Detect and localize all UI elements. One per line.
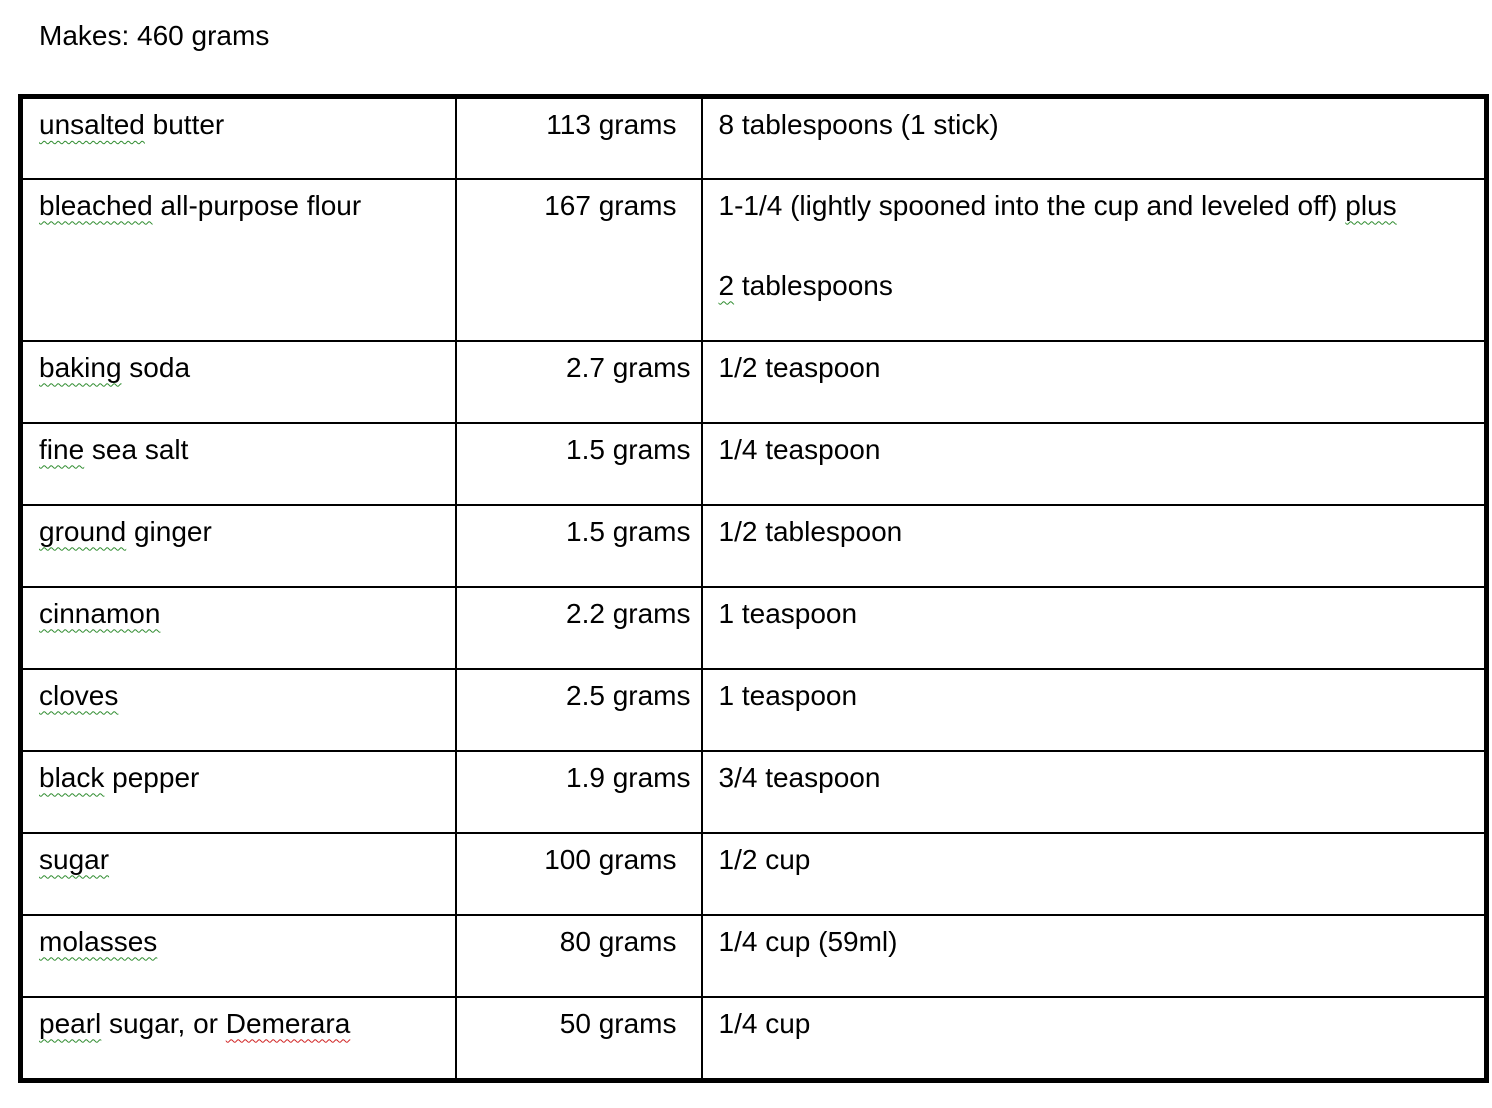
table-row (21, 915, 1487, 997)
measure-cell[interactable]: 1/2 tablespoon (702, 505, 1487, 587)
ingredient-cell[interactable] (21, 587, 456, 669)
yield-text: Makes: 460 grams (39, 20, 270, 51)
table-row (21, 669, 1487, 751)
ingredient-text: pepper (104, 761, 200, 793)
spellcheck-marked-word: baking (39, 351, 122, 383)
measure-cell[interactable]: 1/4 cup (59ml) (702, 915, 1487, 997)
grams-cell[interactable]: 2.5 grams (456, 669, 702, 751)
spellcheck-marked-word: black (39, 761, 105, 793)
ingredient-text: soda (121, 351, 191, 383)
ingredient-text: all-purpose flour (152, 189, 362, 221)
ingredient-text: ginger (126, 515, 212, 547)
ingredient-cell[interactable] (21, 997, 456, 1081)
grams-cell[interactable]: 113 grams (456, 97, 702, 179)
measure-cell[interactable]: 1/2 cup (702, 833, 1487, 915)
measure-cell[interactable] (702, 179, 1487, 341)
grams-cell[interactable]: 100 grams (456, 833, 702, 915)
ingredient-text: butter (144, 109, 225, 140)
table-row (21, 341, 1487, 423)
ingredient-text: sea salt (84, 433, 189, 465)
grams-cell[interactable]: 1.9 grams (456, 751, 702, 833)
table-row (21, 833, 1487, 915)
grams-cell[interactable]: 80 grams (456, 915, 702, 997)
grams-cell[interactable]: 50 grams (456, 997, 702, 1081)
measure-line-2 (719, 268, 1469, 304)
ingredient-cell[interactable] (21, 179, 456, 341)
measure-cell[interactable]: 1/4 cup (702, 997, 1487, 1081)
table-row (21, 179, 1487, 341)
measure-text: 1-1/4 (lightly spooned into the cup and leveled off) (718, 189, 1346, 221)
spellcheck-marked-word: cloves (39, 679, 119, 711)
spellcheck-marked-word: molasses (39, 925, 158, 957)
spellcheck-misspelled-word: Demerara (225, 1007, 351, 1039)
spellcheck-marked-word: unsalted (39, 109, 145, 140)
measure-cell[interactable]: 8 tablespoons (1 stick) (702, 97, 1487, 179)
measure-cell[interactable]: 1/4 teaspoon (702, 423, 1487, 505)
measure-cell[interactable]: 1 teaspoon (702, 669, 1487, 751)
grams-cell[interactable]: 2.2 grams (456, 587, 702, 669)
ingredient-cell[interactable] (21, 505, 456, 587)
measure-cell[interactable]: 1 teaspoon (702, 587, 1487, 669)
spellcheck-marked-word: fine (39, 433, 85, 465)
grams-cell[interactable]: 1.5 grams (456, 423, 702, 505)
ingredient-cell[interactable] (21, 423, 456, 505)
spellcheck-marked-word: pearl (39, 1007, 102, 1039)
table-row (21, 751, 1487, 833)
ingredient-cell[interactable] (21, 915, 456, 997)
spellcheck-marked-word: sugar (39, 843, 110, 875)
ingredient-text: sugar, or (101, 1007, 226, 1039)
table-row (21, 587, 1487, 669)
table-row (21, 97, 1487, 179)
spellcheck-marked-word: cinnamon (39, 597, 161, 629)
table-row (21, 505, 1487, 587)
measure-cell[interactable]: 1/2 teaspoon (702, 341, 1487, 423)
spellcheck-marked-word: plus (1345, 189, 1397, 221)
measure-cell[interactable]: 3/4 teaspoon (702, 751, 1487, 833)
ingredient-cell[interactable] (21, 751, 456, 833)
measure-text: tablespoons (734, 269, 893, 301)
ingredient-cell[interactable] (21, 669, 456, 751)
grams-cell[interactable]: 167 grams (456, 179, 702, 341)
spellcheck-marked-word: bleached (39, 189, 153, 221)
table-row (21, 423, 1487, 505)
ingredient-cell[interactable] (21, 341, 456, 423)
grams-cell[interactable]: 1.5 grams (456, 505, 702, 587)
spellcheck-marked-word: ground (39, 515, 127, 547)
spellcheck-marked-word: 2 (718, 269, 735, 301)
table-row (21, 997, 1487, 1081)
ingredient-cell[interactable] (21, 833, 456, 915)
ingredient-cell[interactable] (21, 97, 456, 179)
ingredients-table (18, 94, 1489, 1083)
grams-cell[interactable]: 2.7 grams (456, 341, 702, 423)
